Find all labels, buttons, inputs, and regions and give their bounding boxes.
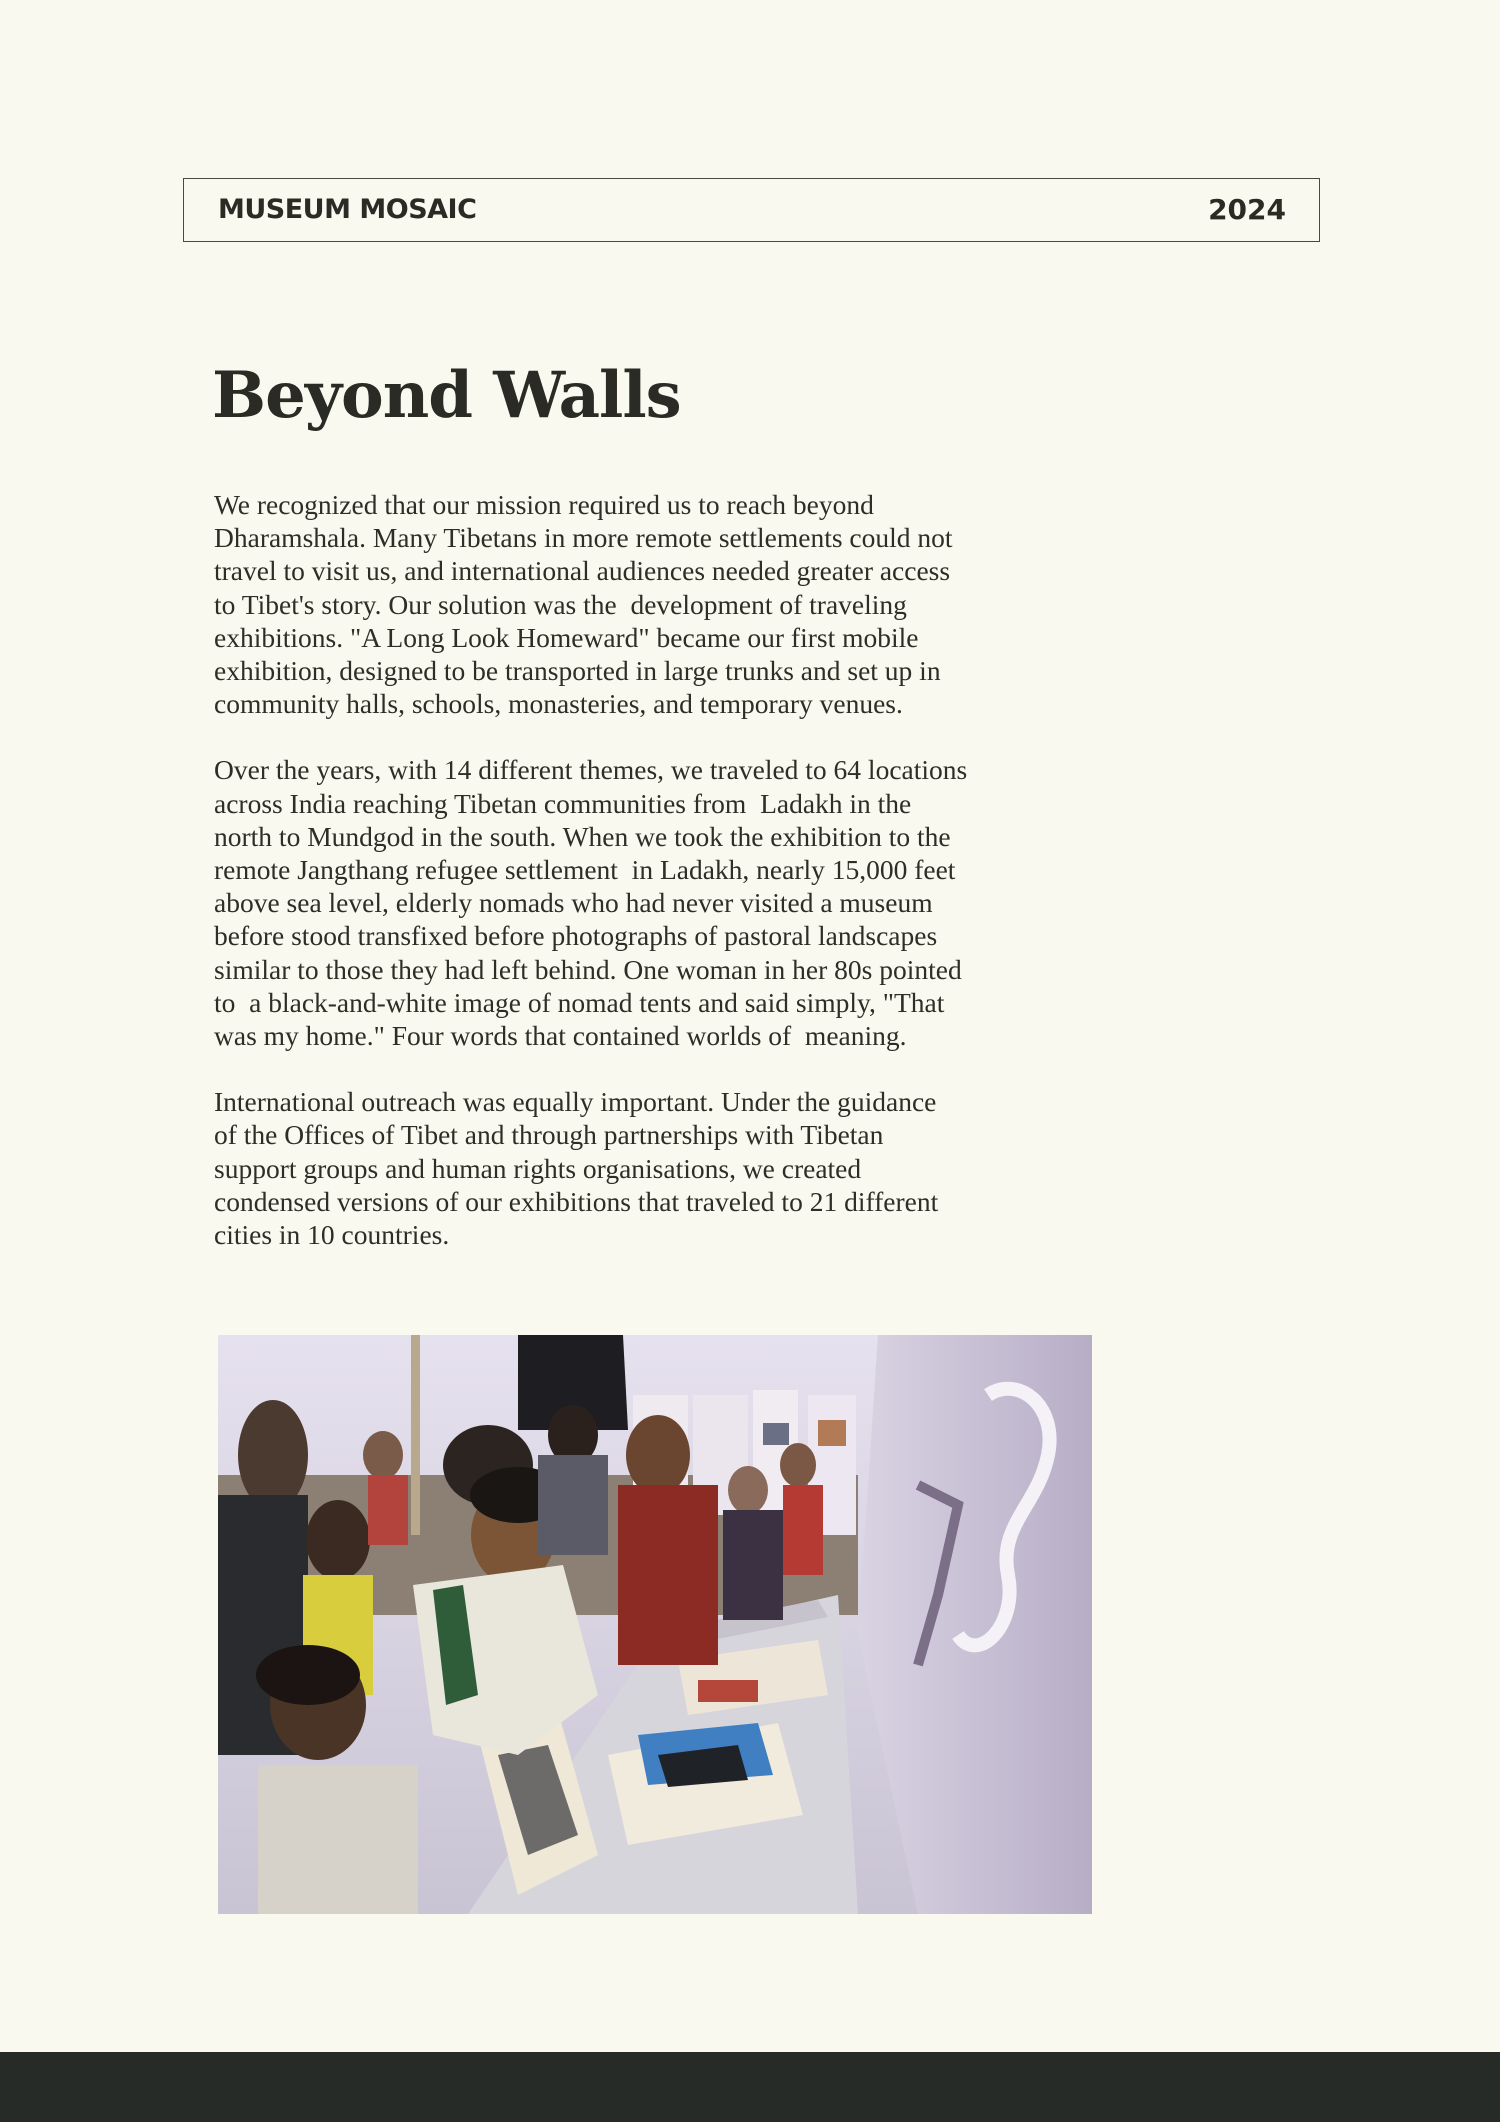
exhibition-photo [218, 1335, 1092, 1914]
paragraph: International outreach was equally important. Under the guidance of the Offices of Tibet and through partnerships with Tibetan support groups and human rights organisations, we created condensed versions of our exhibitions that traveled to 21 different cities in 10 countries. [214, 1086, 939, 1251]
publication-year: 2024 [1208, 193, 1286, 226]
paragraph: We recognized that our mission required us to reach beyond Dharamshala. Many Tibetans in more remote settlements could not travel to visit us, and international audiences needed greater access to Tibet's story. Our solution was the development of traveling exhibitions. "A Long Look Homeward" became our first mobile exhibition, designed to be transported in large trunks and set up in community halls, schools, monasteries, and temporary venues. [214, 489, 953, 720]
article-title: Beyond Walls [212, 358, 681, 433]
publication-name: MUSEUM MOSAIC [218, 194, 477, 225]
footer-bar [0, 2052, 1500, 2122]
paragraph: Over the years, with 14 different themes, we traveled to 64 locations across India reaching Tibetan communities from Ladakh in the north to Mundgod in the south. When we took the exhibition to the remote Jangthang refugee settlement in Ladakh, nearly 15,000 feet above sea level, elderly nomads who had never visited a museum before stood transfixed before photographs of pastoral landscapes similar to those they had left behind. One woman in her 80s pointed to a black-and-white image of nomad tents and said simply, "That was my home." Four words that contained worlds of meaning. [214, 754, 968, 1052]
article-body [214, 488, 1094, 1284]
masthead-box [183, 178, 1320, 242]
